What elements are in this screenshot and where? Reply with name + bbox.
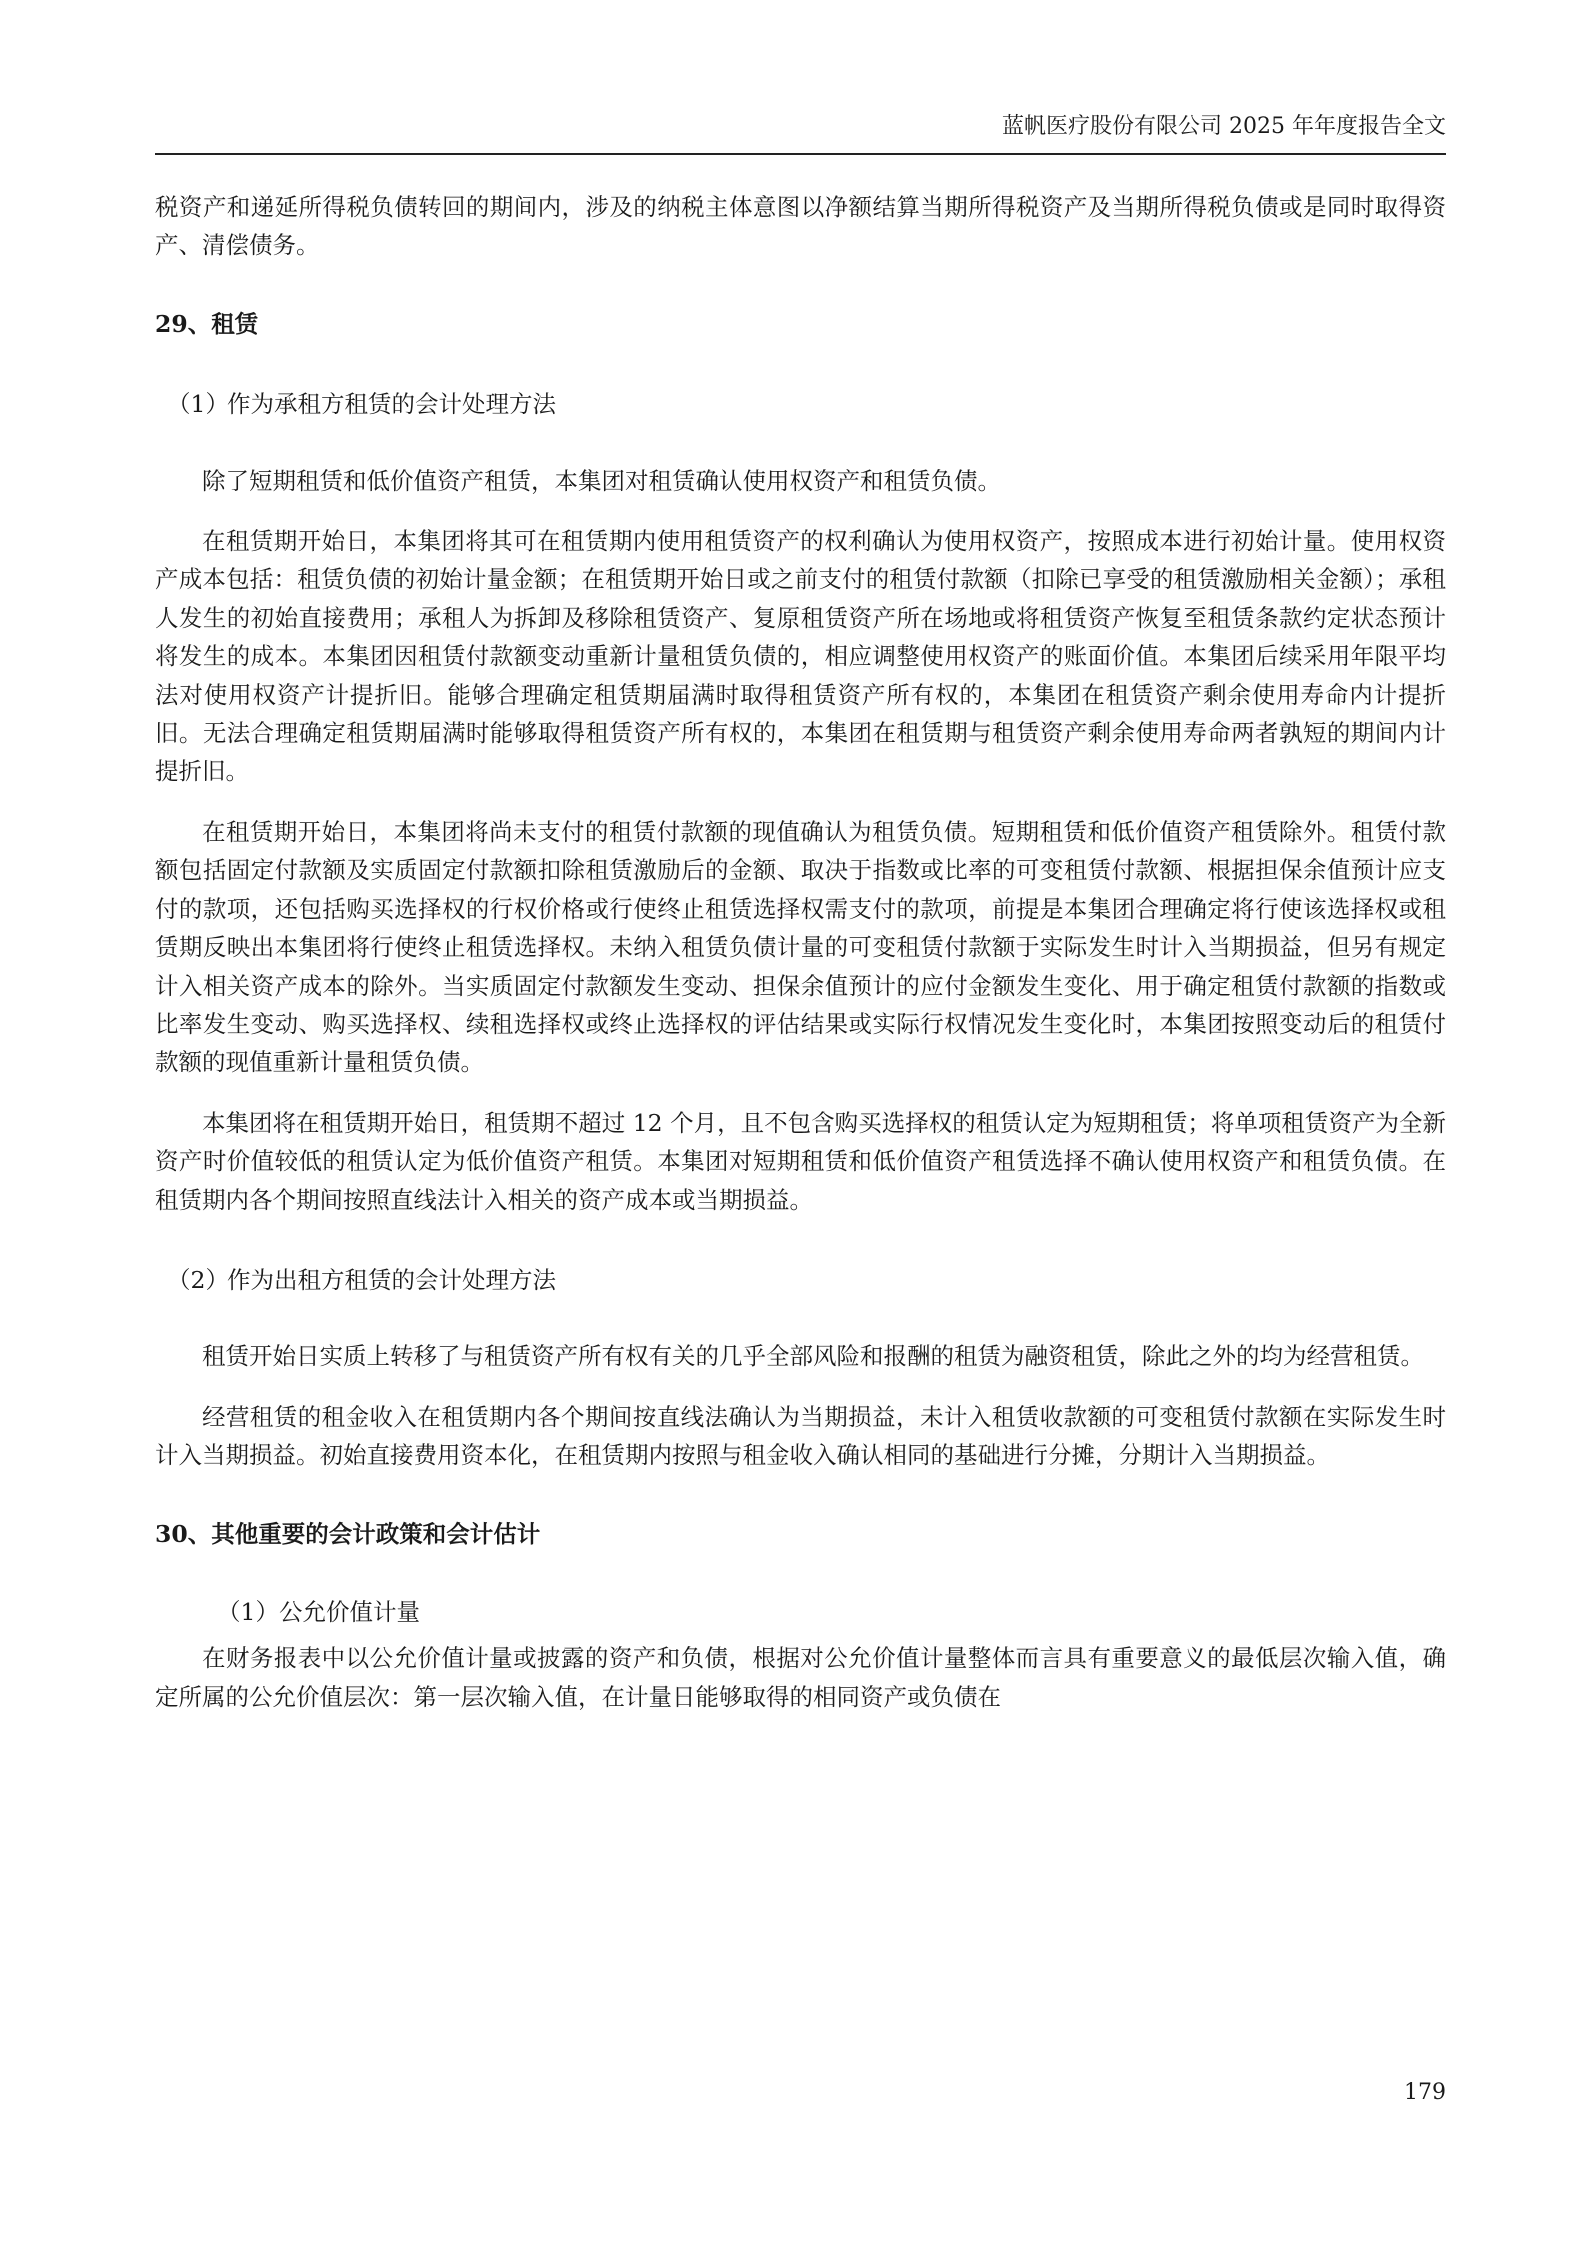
- subsection-number: （1）: [167, 390, 229, 419]
- item-heading-fair-value: （1）公允价值计量: [217, 1597, 420, 1626]
- subsection-title: 作为出租方租赁的会计处理方法: [227, 1265, 556, 1294]
- paragraph: 在租赁期开始日，本集团将其可在租赁期内使用租赁资产的权利确认为使用权资产，按照成本进行初始计量。使用权资产成本包括：租赁负债的初始计量金额；在租赁期开始日或之前支付的租赁付款额（扣除已享受的租赁激励相关金额）；承租人发生的初始直接费用；承租人为拆卸及移除租赁资产、复原租赁资产所在场地或将租赁资产恢复至租赁条款约定状态预计将发生的成本。本集团因租赁付款额变动重新计量租赁负债的，相应调整使用权资产的账面价值。本集团后续采用年限平均法对使用权资产计提折旧。能够合理确定租赁期届满时取得租赁资产所有权的，本集团在租赁资产剩余使用寿命内计提折旧。无法合理确定租赁期届满时能够取得租赁资产所有权的，本集团在租赁期与租赁资产剩余使用寿命两者孰短的期间内计提折旧。: [155, 527, 1446, 786]
- report-header: 蓝帆医疗股份有限公司 2025 年年度报告全文: [1002, 114, 1446, 139]
- page-number: 179: [1404, 2080, 1446, 2105]
- paragraph: 在租赁期开始日，本集团将尚未支付的租赁付款额的现值确认为租赁负债。短期租赁和低价值资产租赁除外。租赁付款额包括固定付款额及实质固定付款额扣除租赁激励后的金额、取决于指数或比率的可变租赁付款额、根据担保余值预计应支付的款项，还包括购买选择权的行权价格或行使终止租赁选择权需支付的款项，前提是本集团合理确定将行使该选择权或租赁期反映出本集团将行使终止租赁选择权。未纳入租赁负债计量的可变租赁付款额于实际发生时计入当期损益，但另有规定计入相关资产成本的除外。当实质固定付款额发生变动、担保余值预计的应付金额发生变化、用于确定租赁付款额的指数或比率发生变动、购买选择权、续租选择权或终止选择权的评估结果或实际行权情况发生变化时，本集团按照变动后的租赁付款额的现值重新计量租赁负债。: [155, 817, 1446, 1077]
- paragraph: 在财务报表中以公允价值计量或披露的资产和负债，根据对公允价值计量整体而言具有重要意义的最低层次输入值，确定所属的公允价值层次：第一层次输入值，在计量日能够取得的相同资产或负债在: [155, 1644, 1446, 1711]
- paragraph: 经营租赁的租金收入在租赁期内各个期间按直线法确认为当期损益，未计入租赁收款额的可变租赁付款额在实际发生时计入当期损益。初始直接费用资本化，在租赁期内按照与租金收入确认相同的基础进行分摊，分期计入当期损益。: [155, 1402, 1446, 1470]
- section-heading-other-policies: 30、其他重要的会计政策和会计估计: [155, 1519, 541, 1548]
- header-divider: [155, 153, 1446, 155]
- paragraph: 除了短期租赁和低价值资产租赁，本集团对租赁确认使用权资产和租赁负债。: [202, 466, 1001, 495]
- document-body: [155, 188, 1446, 1716]
- subsection-title: 作为承租方租赁的会计处理方法: [227, 390, 556, 419]
- subsection-heading-lessee: [155, 385, 1446, 423]
- paragraph-continued: 税资产和递延所得税负债转回的期间内，涉及的纳税主体意图以净额结算当期所得税资产及当期所得税负债或是同时取得资产、清偿债务。: [155, 193, 1446, 260]
- paragraph: 本集团将在租赁期开始日，租赁期不超过 12 个月，且不包含购买选择权的租赁认定为短期租赁；将单项租赁资产为全新资产时价值较低的租赁认定为低价值资产租赁。本集团对短期租赁和低价值资产租赁选择不确认使用权资产和租赁负债。在租赁期内各个期间按照直线法计入相关的资产成本或当期损益。: [155, 1108, 1446, 1214]
- subsection-heading-lessor: [155, 1261, 1446, 1299]
- paragraph: 租赁开始日实质上转移了与租赁资产所有权有关的几乎全部风险和报酬的租赁为融资租赁，除此之外的均为经营租赁。: [202, 1342, 1424, 1371]
- section-heading-leases: 29、租赁: [155, 309, 259, 338]
- subsection-number: （2）: [167, 1265, 229, 1294]
